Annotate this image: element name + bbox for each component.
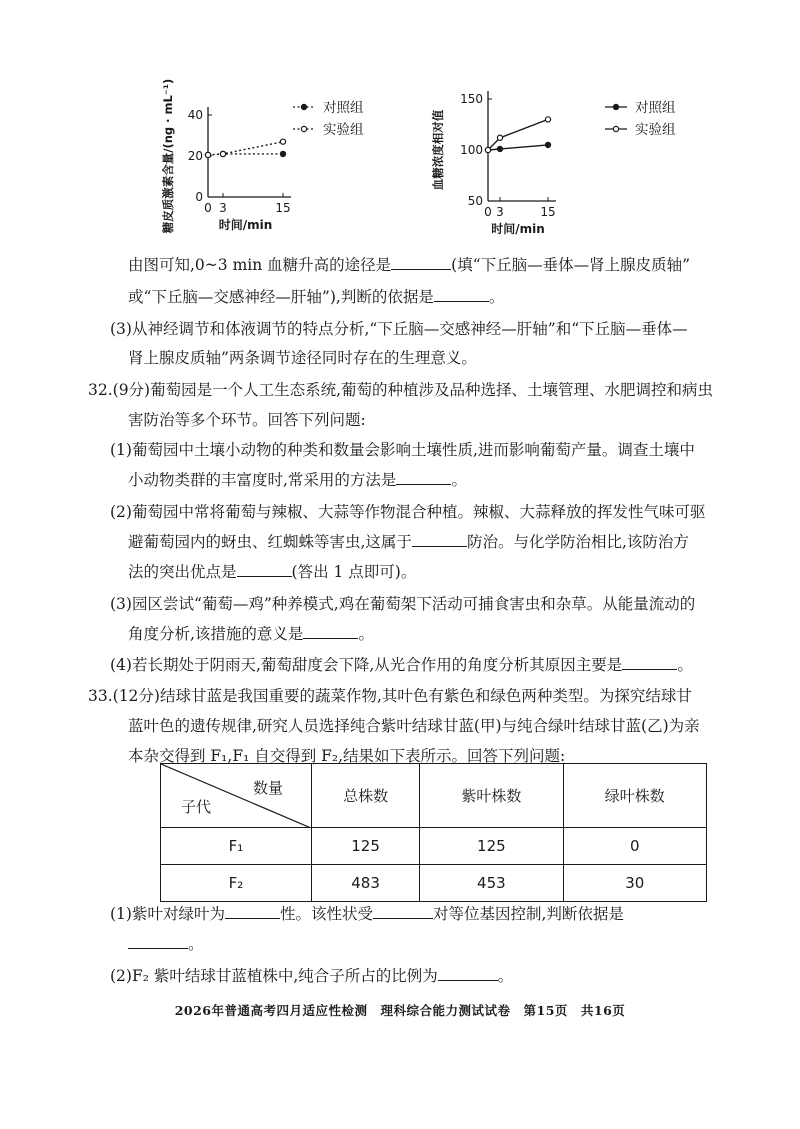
text-l2b: 。	[488, 288, 505, 306]
answer-blank-gene-basis[interactable]	[128, 934, 188, 949]
corner-label-quantity: 数量	[252, 779, 283, 797]
q32-sub2-c: 防治。与化学防治相比,该防治方	[466, 533, 689, 551]
x-tick-label: 15	[540, 205, 556, 219]
answer-blank-basis[interactable]	[434, 287, 489, 302]
table-cell: 483	[312, 865, 420, 902]
x-tick-label: 15	[275, 201, 291, 215]
line-4	[128, 348, 477, 368]
offspring-table	[160, 763, 707, 902]
text-l2a: 或“下丘脑—交感神经—肝轴”),判断的依据是	[128, 288, 434, 306]
q32-sub1-end: 。	[451, 471, 467, 489]
legend-marker	[613, 104, 618, 109]
table-row-label: F₂	[161, 865, 312, 902]
q32-line-5	[110, 502, 705, 522]
q33-sub1-end: 。	[188, 935, 204, 953]
q32-sub2-b: 避葡萄园内的蚜虫、红蜘蛛等害虫,这属于	[128, 533, 412, 551]
data-point	[497, 135, 502, 140]
y-tick-label: 150	[460, 92, 483, 106]
x-axis-label: 时间/min	[218, 218, 273, 232]
q33-line-1	[88, 686, 692, 706]
y-axis-label: 血糖浓度相对值	[431, 109, 445, 191]
page-footer: 2026年普通高考四月适应性检测 理科综合能力测试试卷 第15页 共16页	[174, 1003, 626, 1018]
y-tick-label: 100	[460, 143, 483, 157]
table-header-row	[161, 764, 707, 828]
corner-label-generation: 子代	[181, 798, 212, 816]
data-point	[280, 139, 285, 144]
table-cell: 0	[563, 828, 706, 865]
q32-sub2: (2)葡萄园中常将葡萄与辣椒、大蒜等作物混合种植。辣椒、大蒜释放的挥发性气味可驱	[110, 503, 706, 521]
legend-marker	[613, 126, 618, 131]
table-cell: 125	[312, 828, 420, 865]
q33-stem-2: 蓝叶色的遗传规律,研究人员选择纯合紫叶结球甘蓝(甲)与纯合绿叶结球甘蓝(乙)为亲	[128, 717, 700, 735]
q32-line-9	[128, 624, 374, 644]
data-point	[220, 151, 225, 156]
table-row	[161, 865, 707, 902]
q33-stem-3: 本杂交得到 F₁,F₁ 自交得到 F₂,结果如下表所示。回答下列问题:	[128, 747, 566, 765]
series-line-2	[208, 142, 283, 155]
y-axis-label: 糖皮质激素含量/(ng · mL⁻¹)	[161, 78, 175, 234]
q32-sub2-d: 法的突出优点是	[128, 563, 237, 581]
text-l4: 肾上腺皮质轴”两条调节途径同时存在的生理意义。	[128, 349, 477, 367]
q32-sub3-b: 角度分析,该措施的意义是	[128, 625, 304, 643]
chart-glucocorticoid-svg	[150, 70, 400, 245]
table-row	[161, 828, 707, 865]
q33-sub1-line	[110, 904, 624, 924]
data-point	[545, 117, 550, 122]
legend-marker	[301, 104, 306, 109]
q33-stem-1: 33.(12分)结球甘蓝是我国重要的蔬菜作物,其叶色有紫色和绿色两种类型。为探究结球甘	[88, 687, 692, 705]
table-corner-cell	[161, 764, 312, 828]
y-tick-label: 0	[195, 190, 203, 204]
x-tick-label: 3	[496, 205, 504, 219]
q32-line-3	[110, 440, 695, 460]
y-tick-label: 50	[467, 194, 483, 208]
q32-sub4-end: 。	[677, 656, 693, 674]
q32-stem-1: 32.(9分)葡萄园是一个人工生态系统,葡萄的种植涉及品种选择、土壤管理、水肥调控和病虫	[88, 381, 714, 399]
data-point	[280, 151, 285, 156]
line-2	[128, 287, 504, 307]
text-l1a: 由图可知,0~3 min 血糖升高的途径是	[128, 256, 392, 274]
q32-line-10	[110, 655, 693, 675]
table-cell: 125	[420, 828, 563, 865]
answer-blank-pathway[interactable]	[391, 255, 451, 270]
table-header-purple: 紫叶株数	[420, 764, 563, 828]
legend-label: 实验组	[323, 122, 364, 138]
table-header-green: 绿叶株数	[563, 764, 706, 828]
q32-sub3-end: 。	[358, 625, 374, 643]
data-point	[485, 147, 490, 152]
line-3	[110, 319, 688, 339]
answer-blank-dominance[interactable]	[225, 904, 280, 919]
table-header-total: 总株数	[312, 764, 420, 828]
legend-label: 对照组	[323, 100, 364, 116]
q32-sub1-b: 小动物类群的丰富度时,常采用的方法是	[128, 471, 397, 489]
q32-sub2-e: (答出 1 点即可)。	[291, 563, 417, 581]
q32-line-7	[128, 562, 416, 582]
q33-line-2	[128, 716, 700, 736]
series-line-1	[208, 154, 283, 155]
q33-sub1-b: 性。该性状受	[279, 905, 373, 923]
q32-sub1: (1)葡萄园中土壤小动物的种类和数量会影响土壤性质,进而影响葡萄产量。调查土壤中	[110, 441, 695, 459]
x-tick-label: 0	[484, 205, 492, 219]
chart-blood-glucose-svg	[420, 80, 700, 240]
answer-blank-homozygote-ratio[interactable]	[438, 966, 498, 981]
answer-blank-advantage[interactable]	[237, 562, 292, 577]
q32-stem-2: 害防治等多个环节。回答下列问题:	[128, 411, 366, 429]
legend-label: 实验组	[635, 122, 676, 138]
q32-sub3: (3)园区尝试“葡萄—鸡”种养模式,鸡在葡萄架下活动可捕食害虫和杂草。从能量流动的	[110, 595, 696, 613]
q32-line-4	[128, 470, 467, 490]
table-cell: 453	[420, 865, 563, 902]
answer-blank-control-type[interactable]	[412, 532, 467, 547]
q33-sub1-a: (1)紫叶对绿叶为	[110, 905, 225, 923]
answer-blank-gene-pairs[interactable]	[373, 904, 433, 919]
q33-sub1-line-2	[128, 934, 204, 954]
text-l3: (3)从神经调节和体液调节的特点分析,“下丘脑—交感神经—肝轴”和“下丘脑—垂体—	[110, 320, 688, 338]
q33-sub2-end: 。	[497, 967, 514, 985]
q33-sub2-a: (2)F₂ 紫叶结球甘蓝植株中,纯合子所占的比例为	[110, 967, 438, 985]
text-l1b: (填“下丘脑—垂体—肾上腺皮质轴”	[451, 256, 691, 274]
q32-line-1	[88, 380, 713, 400]
legend-label: 对照组	[635, 100, 676, 116]
q32-line-8	[110, 594, 695, 614]
answer-blank-significance[interactable]	[303, 624, 358, 639]
chart-blood-glucose	[420, 80, 700, 240]
q33-sub2-line	[110, 966, 513, 986]
y-tick-label: 40	[187, 108, 203, 122]
legend-marker	[301, 126, 306, 131]
table-cell: 30	[563, 865, 706, 902]
x-tick-label: 0	[204, 201, 212, 215]
q32-line-2	[128, 410, 366, 430]
table-row-label: F₁	[161, 828, 312, 865]
x-axis-label: 时间/min	[491, 222, 545, 236]
data-point	[545, 142, 550, 147]
line-1	[128, 255, 690, 275]
chart-glucocorticoid	[150, 70, 400, 245]
answer-blank-survey-method[interactable]	[396, 470, 451, 485]
answer-blank-photosynthesis[interactable]	[622, 655, 677, 670]
q32-sub4: (4)若长期处于阴雨天,葡萄甜度会下降,从光合作用的角度分析其原因主要是	[110, 656, 623, 674]
data-point	[205, 152, 210, 157]
q33-sub1-c: 对等位基因控制,判断依据是	[432, 905, 624, 923]
q32-line-6	[128, 532, 689, 552]
y-tick-label: 20	[187, 149, 203, 163]
x-tick-label: 3	[219, 201, 227, 215]
data-point	[497, 146, 502, 151]
